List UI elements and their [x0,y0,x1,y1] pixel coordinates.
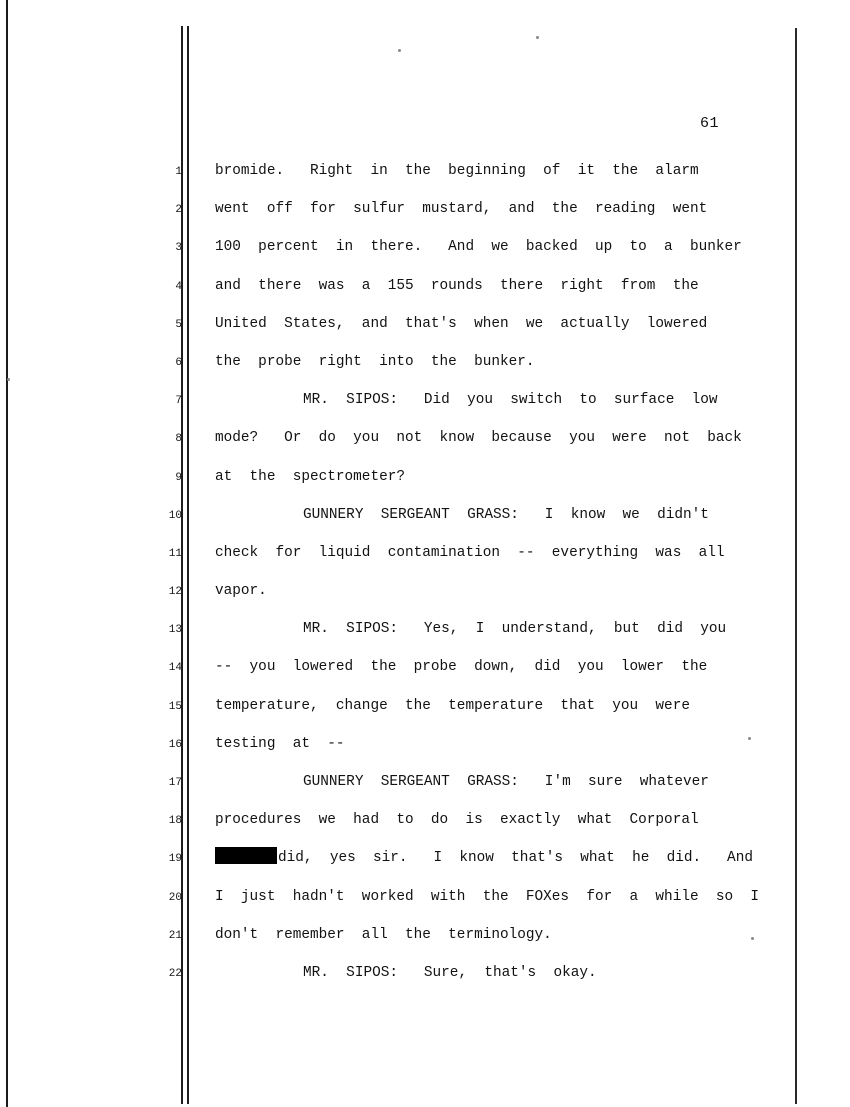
line-text: -- you lowered the probe down, did you lower the [215,659,708,676]
transcript-line [160,924,780,962]
transcript-line [160,542,780,580]
line-number: 4 [175,280,182,293]
line-number: 19 [168,853,182,866]
line-text-content: did, yes sir. I know that's what he did. And [278,850,753,867]
line-text: procedures we had to do is exactly what Corporal [215,812,699,829]
line-number: 13 [168,624,182,637]
line-number: 16 [168,738,182,751]
transcript-line [160,771,780,809]
scan-speck-icon [7,378,10,381]
line-text: the probe right into the bunker. [215,353,535,370]
transcript-line [160,389,780,427]
transcript-line [160,427,780,465]
line-text: temperature, change the temperature that you were [215,697,690,714]
page-left-border [6,0,8,1107]
line-number: 11 [168,547,182,560]
transcript-line [160,886,780,924]
line-text [215,389,750,411]
page-right-border [795,28,797,1104]
line-text: vapor. [215,583,267,600]
transcript-line [160,504,780,542]
line-number: 6 [175,356,182,369]
line-text: and there was a 155 rounds there right from the [215,277,699,294]
line-number: 3 [175,242,182,255]
line-number: 8 [175,433,182,446]
line-number: 17 [168,777,182,789]
line-text [215,771,750,793]
line-number: 7 [175,395,182,408]
transcript-line [160,198,780,236]
line-text [215,962,750,984]
line-text-content: MR. SIPOS: Sure, that's okay. [303,964,597,981]
transcript-line [160,466,780,504]
transcript-line [160,618,780,656]
transcript-line [160,313,780,351]
transcript-line [160,275,780,313]
transcript-line [160,962,780,1000]
line-number: 14 [168,662,182,675]
line-number: 20 [168,891,182,904]
transcript-line [160,656,780,694]
line-number: 5 [175,318,182,331]
transcript-line [160,809,780,847]
line-text-content: MR. SIPOS: Yes, I understand, but did you [303,621,727,638]
line-text: went off for sulfur mustard, and the reading went [215,201,708,218]
line-number: 18 [168,815,182,828]
scan-speck-icon [751,937,754,940]
transcript-line [160,580,780,618]
transcript-line [160,847,780,885]
line-text: bromide. Right in the beginning of it the alarm [215,163,699,179]
page-number: 61 [700,115,720,132]
line-number: 2 [175,204,182,217]
line-number: 22 [168,967,182,980]
line-text-content: GUNNERY SERGEANT GRASS: I know we didn't [303,506,709,523]
transcript-line [160,695,780,733]
scan-speck-icon [748,737,751,740]
line-text: don't remember all the terminology. [215,926,552,943]
line-text: United States, and that's when we actually lowered [215,315,708,332]
line-text: I just hadn't worked with the FOXes for a while so I [215,888,760,905]
line-text: testing at -- [215,735,345,752]
line-text: 100 percent in there. And we backed up to a bunker [215,239,742,256]
line-text: check for liquid contamination -- everything was all [215,544,725,561]
line-text-content: MR. SIPOS: Did you switch to surface low [303,392,718,409]
line-text [215,847,753,869]
line-text-content: GUNNERY SERGEANT GRASS: I'm sure whatever [303,774,709,790]
transcript-line [160,351,780,389]
scan-speck-icon [398,49,401,52]
line-number: 1 [175,166,182,178]
line-number: 12 [168,586,182,599]
line-number: 21 [168,929,182,942]
line-text: at the spectrometer? [215,468,405,485]
transcript-line [160,733,780,771]
transcript-line [160,236,780,274]
transcript-body [160,160,780,1000]
line-text: mode? Or do you not know because you were not back [215,430,742,447]
line-text [215,504,750,526]
redaction-block [215,847,277,864]
transcript-line [160,160,780,198]
line-number: 10 [168,509,182,522]
scan-speck-icon [536,36,539,39]
line-number: 15 [168,700,182,713]
line-text [215,618,750,640]
line-number: 9 [175,471,182,484]
